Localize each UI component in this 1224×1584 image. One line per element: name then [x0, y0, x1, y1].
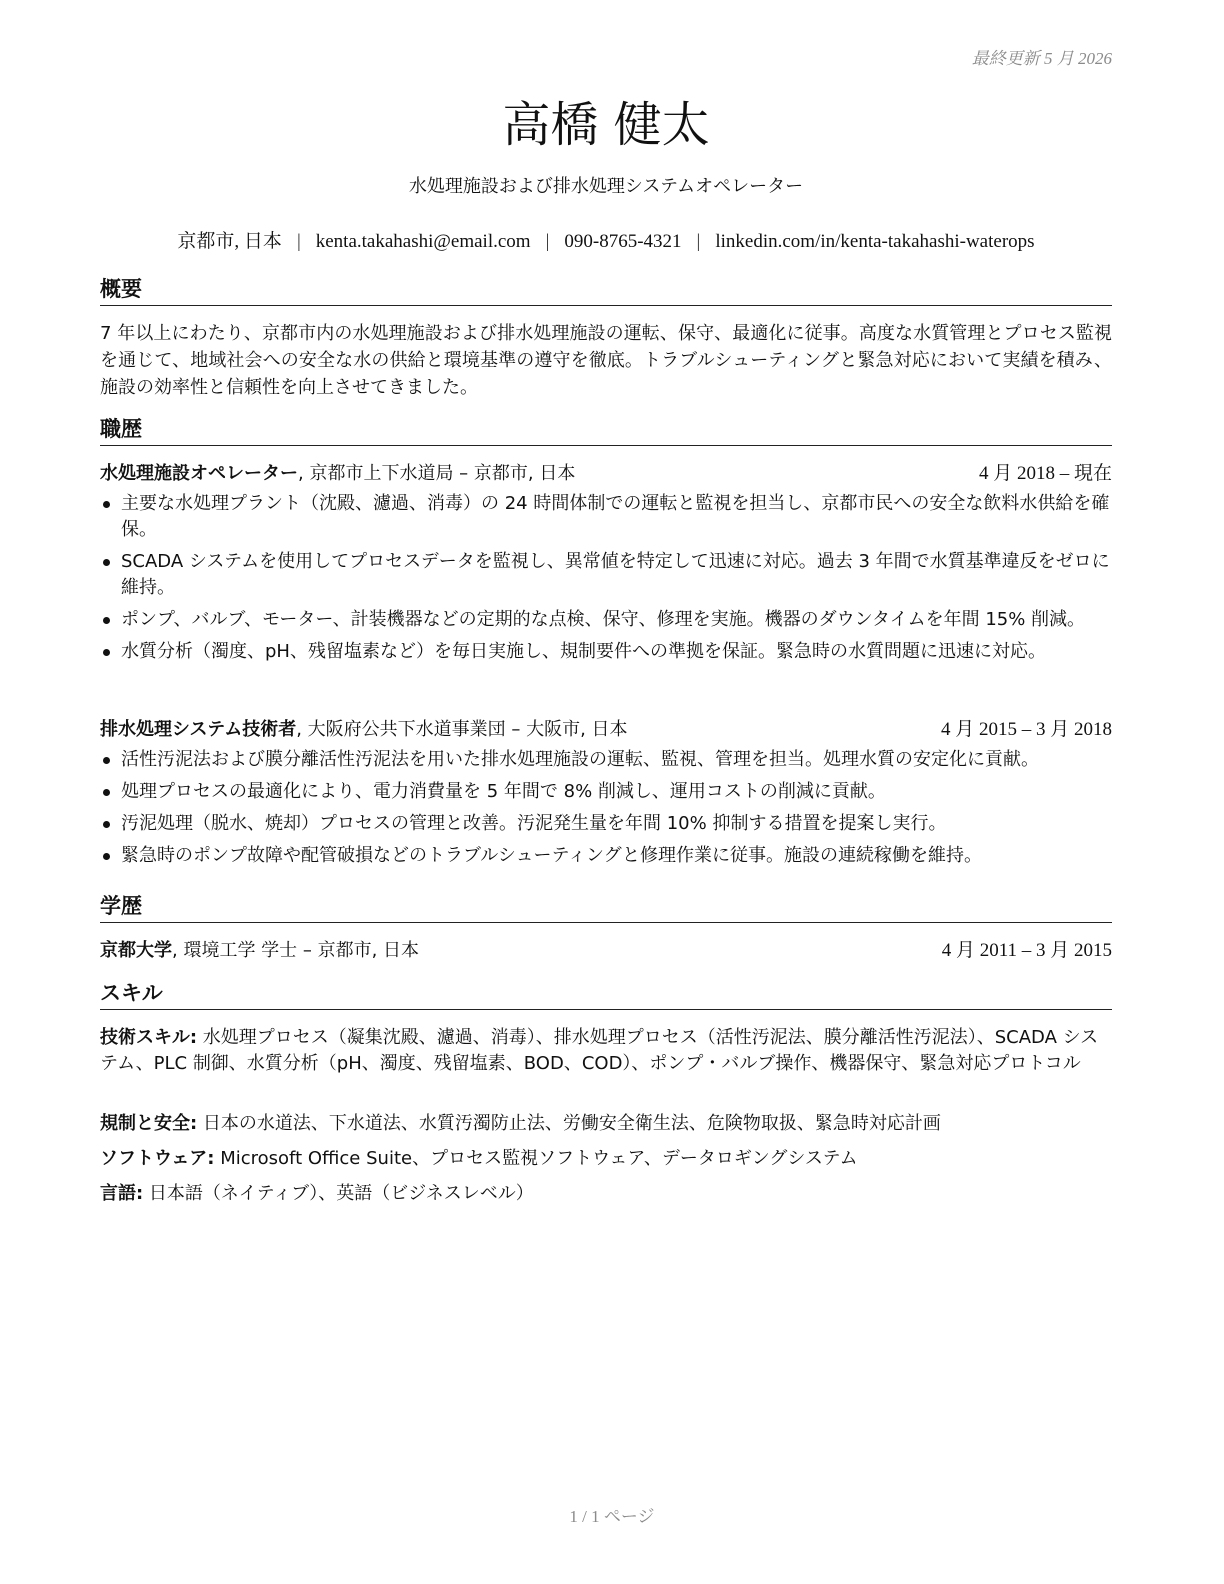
contact-email[interactable]: kenta.takahashi@email.com: [315, 231, 531, 252]
skill-row: [100, 1111, 1112, 1137]
contact-separator: |: [296, 231, 301, 252]
job-bullets: [100, 491, 1112, 671]
job-role: 排水処理システム技術者: [100, 719, 297, 740]
summary-text: 7 年以上にわたり、京都市内の水処理施設および排水処理施設の運転、保守、最適化に従事。高度な水質管理とプロセス監視を通じて、地域社会への安全な水の供給と環境基準の遵守を徹底。トラブルシューティングと緊急対応において実績を積み、施設の効率性と信頼性を向上させてきました。: [100, 323, 1112, 398]
job-role: 水処理施設オペレーター: [100, 463, 298, 484]
list-item: 主要な水処理プラント（沈殿、濾過、消毒）の 24 時間体制での運転と監視を担当し、京都市民への安全な飲料水供給を確保。: [100, 491, 1112, 543]
skill-row: [100, 1181, 1112, 1207]
list-item: 水質分析（濁度、pH、残留塩素など）を毎日実施し、規制要件への準拠を保証。緊急時の水質問題に迅速に対応。: [100, 639, 1112, 665]
skill-value: Microsoft Office Suite、プロセス監視ソフトウェア、データロギングシステム: [214, 1148, 858, 1169]
contact-location: 京都市, 日本: [177, 231, 282, 252]
page-number: 1 / 1 ページ: [569, 1507, 655, 1526]
contact-separator: |: [545, 231, 550, 252]
education-entry: [100, 938, 1112, 964]
job-header: [100, 717, 1112, 743]
section-title-education: 学歴: [100, 893, 1112, 923]
section-title-summary: 概要: [100, 276, 1112, 306]
contact-line: [100, 226, 1112, 253]
skill-row: [100, 1146, 1112, 1172]
section-title-experience: 職歴: [100, 416, 1112, 446]
contact-separator: |: [696, 231, 701, 252]
job-org: , 大阪府公共下水道事業団 – 大阪市, 日本: [296, 719, 628, 740]
contact-phone[interactable]: 090-8765-4321: [564, 231, 682, 252]
skill-value: 日本語（ネイティブ）、英語（ビジネスレベル）: [143, 1183, 534, 1204]
education-date: 4 月 2011 – 3 月 2015: [941, 940, 1112, 961]
headline: 水処理施設および排水処理システムオペレーター: [408, 176, 804, 197]
skill-row: [100, 1025, 1112, 1077]
list-item: 汚泥処理（脱水、焼却）プロセスの管理と改善。汚泥発生量を年間 10% 抑制する措置を提案し実行。: [100, 811, 1112, 837]
skill-value: 日本の水道法、下水道法、水質汚濁防止法、労働安全衛生法、危険物取扱、緊急時対応計画: [197, 1113, 941, 1134]
last-updated: 最終更新 5 月 2026: [971, 49, 1112, 68]
list-item: ポンプ、バルブ、モーター、計装機器などの定期的な点検、保守、修理を実施。機器のダウンタイムを年間 15% 削減。: [100, 607, 1112, 633]
skill-key: 規制と安全:: [100, 1113, 198, 1134]
list-item: 緊急時のポンプ故障や配管破損などのトラブルシューティングと修理作業に従事。施設の連続稼働を維持。: [100, 843, 1112, 869]
skill-key: 技術スキル:: [100, 1027, 198, 1048]
job-date: 4 月 2015 – 3 月 2018: [940, 719, 1112, 740]
job-org: , 京都市上下水道局 – 京都市, 日本: [298, 463, 576, 484]
section-title-skills: スキル: [100, 980, 1112, 1010]
degree-detail: , 環境工学 学士 – 京都市, 日本: [172, 940, 420, 961]
list-item: 処理プロセスの最適化により、電力消費量を 5 年間で 8% 削減し、運用コストの削減に貢献。: [100, 779, 1112, 805]
contact-linkedin[interactable]: linkedin.com/in/kenta-takahashi-waterops: [715, 231, 1035, 252]
skill-key: 言語:: [100, 1183, 144, 1204]
skill-key: ソフトウェア:: [100, 1148, 215, 1169]
skill-value: 水処理プロセス（凝集沈殿、濾過、消毒）、排水処理プロセス（活性汚泥法、膜分離活性汚泥法）、SCADA システム、PLC 制御、水質分析（pH、濁度、残留塩素、BOD、COD）、ポンプ・バルブ操作、機器保守、緊急対応プロトコル: [100, 1027, 1099, 1074]
list-item: SCADA システムを使用してプロセスデータを監視し、異常値を特定して迅速に対応。過去 3 年間で水質基準違反をゼロに維持。: [100, 549, 1112, 601]
list-item: 活性汚泥法および膜分離活性汚泥法を用いた排水処理施設の運転、監視、管理を担当。処理水質の安定化に貢献。: [100, 747, 1112, 773]
school-name: 京都大学: [100, 940, 172, 961]
job-date: 4 月 2018 – 現在: [978, 463, 1112, 484]
job-header: [100, 461, 1112, 487]
job-bullets: [100, 747, 1112, 875]
candidate-name: 高橋 健太: [502, 97, 710, 153]
